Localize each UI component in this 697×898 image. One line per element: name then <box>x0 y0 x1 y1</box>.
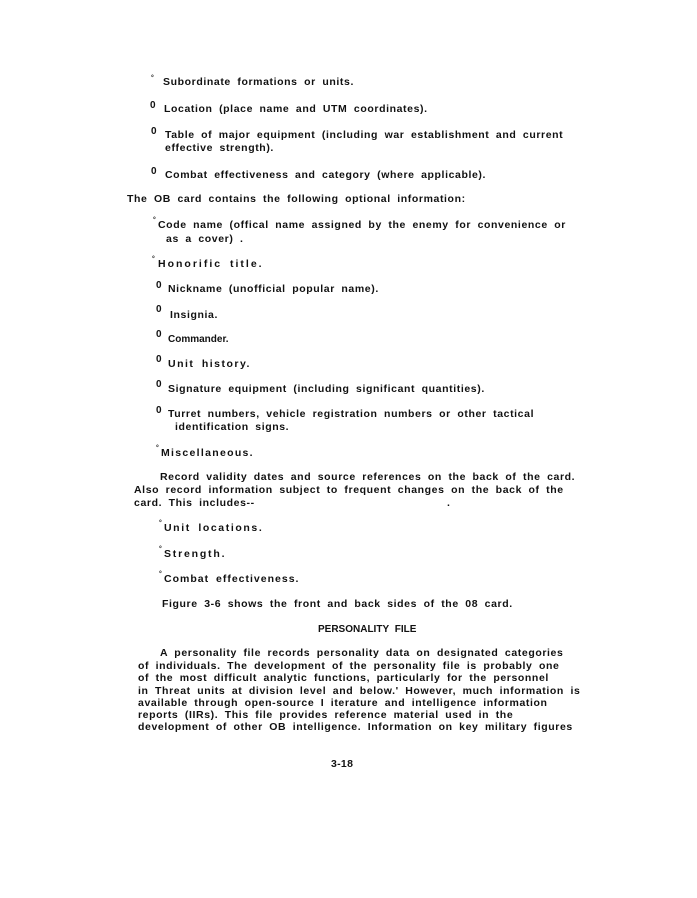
bullet: 0 <box>156 280 162 291</box>
bullet: 0 <box>150 100 156 111</box>
bullet: 0 <box>151 166 157 177</box>
paragraph-line: development of other OB intelligence. Information on key military figures <box>138 721 573 733</box>
paragraph-line: Also record information subject to frequent changes on the back of the <box>134 484 564 496</box>
list-item: Subordinate formations or units. <box>163 76 354 88</box>
paragraph-line: available through open-source I iterature and intelligence information <box>138 697 548 709</box>
bullet: ° <box>159 520 162 527</box>
bullet: 0 <box>156 354 162 365</box>
list-item: Unit locations. <box>164 522 264 534</box>
bullet: 0 <box>156 405 162 416</box>
paragraph-line: reports (IIRs). This file provides reference material used in the <box>138 709 514 721</box>
bullet: ° <box>156 445 159 452</box>
paragraph-line: of individuals. The development of the personality file is probably one <box>138 660 560 672</box>
bullet: 0 <box>156 379 162 390</box>
list-item: Code name (offical name assigned by the enemy for convenience or <box>158 219 566 231</box>
paragraph-line: Record validity dates and source references on the back of the card. <box>160 471 576 483</box>
list-item-continuation: effective strength). <box>165 142 274 154</box>
list-item: Commander. <box>168 334 229 345</box>
list-item: Combat effectiveness and category (where applicable). <box>165 169 487 181</box>
list-item: Strength. <box>164 548 227 560</box>
section-heading: PERSONALITY FILE <box>318 624 417 635</box>
paragraph-line: card. This includes-- <box>134 497 255 509</box>
list-item: Combat effectiveness. <box>164 573 300 585</box>
list-item: Turret numbers, vehicle registration numbers or other tactical <box>168 408 535 420</box>
list-item: Table of major equipment (including war establishment and current <box>165 129 564 141</box>
bullet: 0 <box>156 329 162 340</box>
bullet: ° <box>159 571 162 578</box>
bullet: 0 <box>156 304 162 315</box>
bullet: ° <box>153 217 156 224</box>
list-item: Honorific title. <box>158 258 264 270</box>
bullet: ° <box>159 546 162 553</box>
list-item: Location (place name and UTM coordinates). <box>164 103 428 115</box>
paragraph-line: of the most difficult analytic functions, particularly for the personnel <box>138 672 549 684</box>
list-item-continuation: as a cover) . <box>166 233 244 245</box>
paragraph-line: in Threat units at division level and below.' However, much information is <box>138 685 581 697</box>
paragraph-line: A personality file records personality data on designated categories <box>160 647 564 659</box>
list-item-continuation: identification signs. <box>175 421 290 433</box>
list-item: Unit history. <box>168 358 251 370</box>
bullet: ° <box>152 256 155 263</box>
list-item: Signature equipment (including significant quantities). <box>168 383 485 395</box>
figure-reference: Figure 3-6 shows the front and back sides of the 08 card. <box>162 598 513 610</box>
list-item: Miscellaneous. <box>161 447 254 459</box>
stray-mark: . <box>447 497 451 509</box>
list-item: Nickname (unofficial popular name). <box>168 283 379 295</box>
bullet: 0 <box>151 126 157 137</box>
optional-intro: The OB card contains the following optional information: <box>127 193 466 205</box>
page-number: 3-18 <box>331 758 354 770</box>
bullet: ° <box>151 75 154 82</box>
list-item: Insignia. <box>170 309 218 321</box>
